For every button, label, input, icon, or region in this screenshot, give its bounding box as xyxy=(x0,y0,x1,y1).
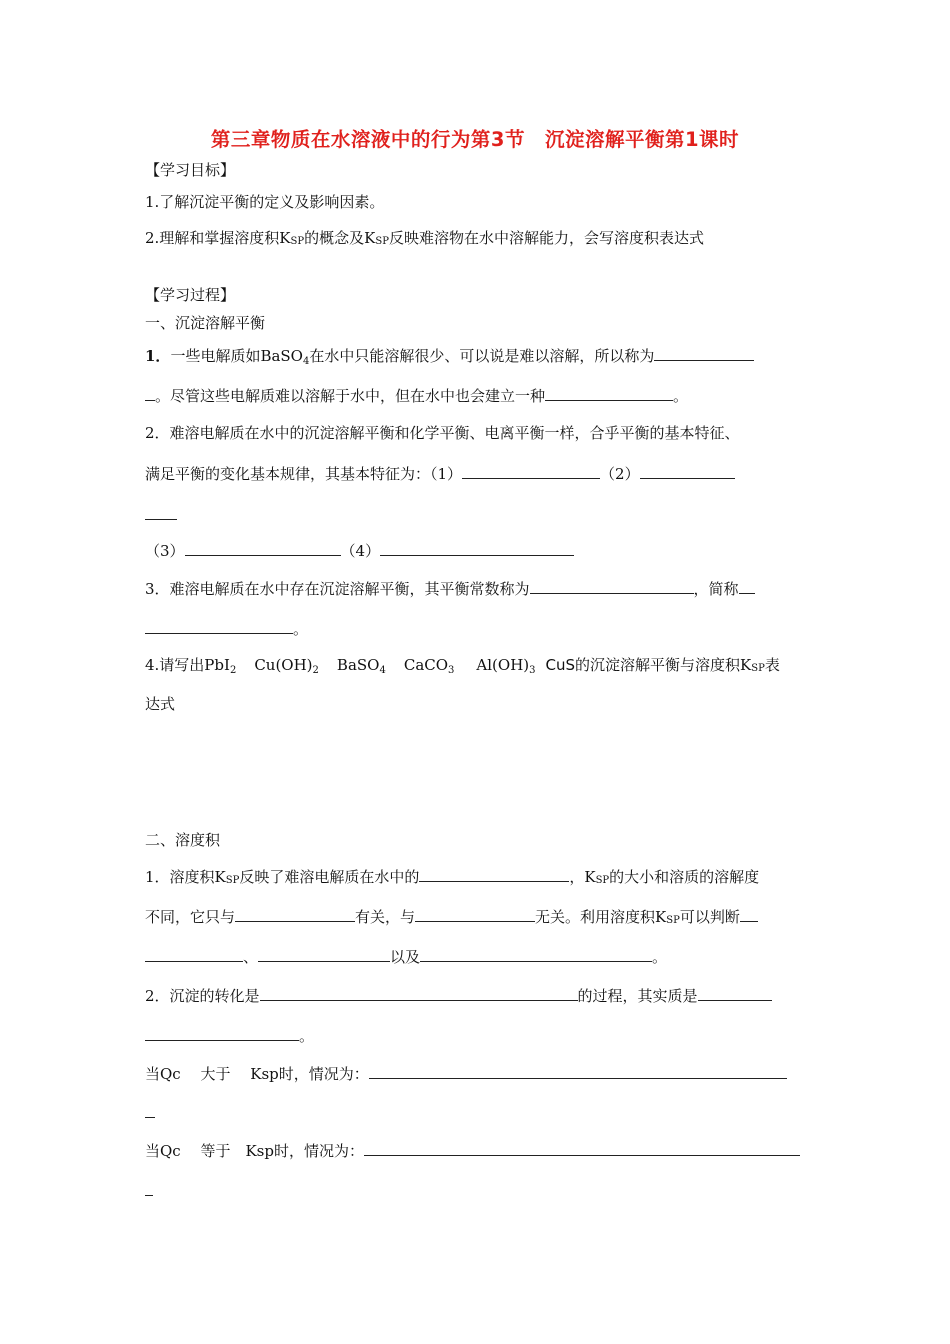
section-1-heading: 一、沉淀溶解平衡 xyxy=(145,314,266,332)
ksp-question-2-line-2: 。 xyxy=(145,1025,314,1046)
question-1-line-1: 1．一些电解质如BaSO$_4$在水中只能溶解很少、可以说是难以溶解，所以称为 xyxy=(145,345,754,372)
answer-blank[interactable] xyxy=(369,1063,787,1079)
answer-blank[interactable] xyxy=(145,1102,155,1118)
answer-blank[interactable] xyxy=(145,946,243,962)
qc-equal-line: 当Qc 等于 Ksp时，情况为： xyxy=(145,1140,800,1161)
answer-blank[interactable] xyxy=(415,906,535,922)
answer-blank[interactable] xyxy=(258,946,390,962)
answer-blank[interactable] xyxy=(145,1180,153,1196)
goals-heading: 【学习目标】 xyxy=(145,161,236,179)
answer-blank[interactable] xyxy=(185,540,341,556)
answer-blank[interactable] xyxy=(740,906,758,922)
answer-blank[interactable] xyxy=(545,385,673,401)
process-heading: 【学习过程】 xyxy=(145,286,236,304)
answer-blank[interactable] xyxy=(145,385,155,401)
answer-blank[interactable] xyxy=(380,540,574,556)
question-2-line-3 xyxy=(145,504,177,525)
qc-greater-line: 当Qc 大于 Ksp时，情况为： xyxy=(145,1063,787,1084)
question-4-line-2: 达式 xyxy=(145,695,176,713)
question-1-line-2: 。尽管这些电解质难以溶解于水中，但在水中也会建立一种 。 xyxy=(145,385,688,406)
qc-greater-line-2 xyxy=(145,1102,155,1123)
question-3-line-2: 。 xyxy=(145,618,308,639)
answer-blank[interactable] xyxy=(420,946,652,962)
qc-equal-line-2 xyxy=(145,1180,153,1201)
answer-blank[interactable] xyxy=(530,578,694,594)
question-2-line-1: 2．难溶电解质在水中的沉淀溶解平衡和化学平衡、电离平衡一样，合乎平衡的基本特征、 xyxy=(145,424,740,442)
answer-blank[interactable] xyxy=(235,906,355,922)
answer-blank[interactable] xyxy=(419,866,569,882)
answer-blank[interactable] xyxy=(462,463,600,479)
page-title: 第三章物质在水溶液中的行为第3节 沉淀溶解平衡第1课时 xyxy=(210,128,740,151)
answer-blank[interactable] xyxy=(145,618,293,634)
answer-blank[interactable] xyxy=(654,345,754,361)
section-2-heading: 二、溶度积 xyxy=(145,831,221,849)
answer-blank[interactable] xyxy=(698,985,772,1001)
question-2-line-4: （3） （4） xyxy=(145,540,574,561)
ksp-question-1-line-1: 1．溶度积KSP反映了难溶电解质在水中的 ，KSP的大小和溶质的溶解度 xyxy=(145,868,760,886)
answer-blank[interactable] xyxy=(739,578,755,594)
question-3-line-1: 3．难溶电解质在水中存在沉淀溶解平衡，其平衡常数称为 ，简称 xyxy=(145,578,755,599)
answer-blank[interactable] xyxy=(145,1025,299,1041)
goal-2: 2.理解和掌握溶度积KSP的概念及KSP反映难溶物在水中溶解能力，会写溶度积表达式 xyxy=(145,229,704,247)
ksp-question-1-line-2: 不同，它只与 有关，与 无关。利用溶度积KSP可以判断 xyxy=(145,906,758,931)
ksp-question-2-line-1: 2．沉淀的转化是 的过程，其实质是 xyxy=(145,985,772,1006)
answer-blank[interactable] xyxy=(364,1140,800,1156)
ksp-question-1-line-3: 、 以及 。 xyxy=(145,946,667,967)
answer-blank[interactable] xyxy=(640,463,735,479)
answer-blank[interactable] xyxy=(145,504,177,520)
answer-blank[interactable] xyxy=(260,985,578,1001)
goal-1: 1.了解沉淀平衡的定义及影响因素。 xyxy=(145,193,385,211)
question-4-line-1: 4.请写出PbI$_2$ $Cu(OH)_2$ BaSO$_4$ CaCO$_3$ $Al(OH)_3$ CuS的沉淀溶解平衡与溶度积KSP表 xyxy=(145,656,780,676)
question-2-line-2: 满足平衡的变化基本规律，其基本特征为：（1） （2） xyxy=(145,463,735,484)
